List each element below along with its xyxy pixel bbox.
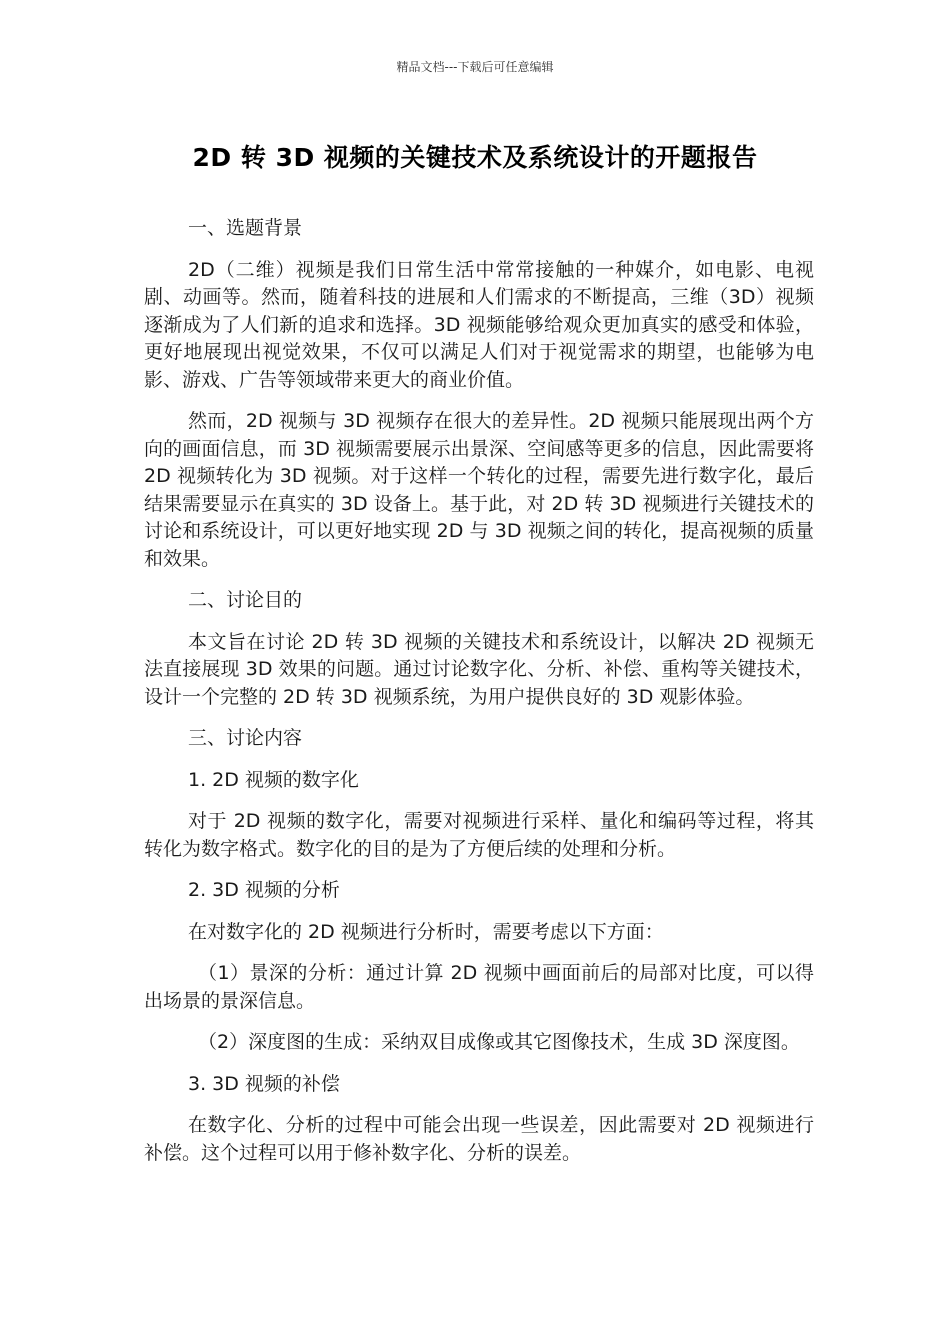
- subheading-digitization: 1. 2D 视频的数字化: [188, 768, 359, 791]
- list-item: （2）深度图的生成：采纳双目成像或其它图像技术，生成 3D 深度图。: [198, 1031, 800, 1053]
- paragraph: 本文旨在讨论 2D 转 3D 视频的关键技术和系统设计，以解决 2D 视频无法直接展现 3D 效果的问题。通过讨论数字化、分析、补偿、重构等关键技术，设计一个完整的 2D 转 3D 视频系统，为用户提供良好的 3D 观影体验。: [144, 630, 814, 708]
- paragraph: 2D（二维）视频是我们日常生活中常常接触的一种媒介，如电影、电视剧、动画等。然而，随着科技的进展和人们需求的不断提高，三维（3D）视频逐渐成为了人们新的追求和选择。3D 视频能够给观众更加真实的感受和体验，更好地展现出视觉效果，不仅可以满足人们对于视觉需求的期望，也能够为电影、游戏、广告等领域带来更大的商业价值。: [144, 258, 814, 391]
- document-body: [144, 215, 814, 1181]
- paragraph: 然而，2D 视频与 3D 视频存在很大的差异性。2D 视频只能展现出两个方向的画面信息，而 3D 视频需要展示出景深、空间感等更多的信息，因此需要将 2D 视频转化为 3D 视频。对于这样一个转化的过程，需要先进行数字化，最后结果需要显示在真实的 3D 设备上。基于此，对 2D 转 3D 视频进行关键技术的讨论和系统设计，可以更好地实现 2D 与 3D 视频之间的转化，提高视频的质量和效果。: [144, 410, 814, 570]
- section-heading-background: 一、选题背景: [188, 217, 303, 239]
- section-heading-purpose: 二、讨论目的: [188, 589, 303, 611]
- subheading-compensation: 3. 3D 视频的补偿: [188, 1072, 340, 1095]
- paragraph: 在对数字化的 2D 视频进行分析时，需要考虑以下方面：: [188, 920, 664, 943]
- document-title: 2D 转 3D 视频的关键技术及系统设计的开题报告: [192, 143, 758, 172]
- section-heading-content: 三、讨论内容: [188, 727, 303, 749]
- paragraph: 在数字化、分析的过程中可能会出现一些误差，因此需要对 2D 视频进行补偿。这个过程可以用于修补数字化、分析的误差。: [144, 1114, 814, 1164]
- header-note: 精品文档---下载后可任意编辑: [396, 60, 554, 74]
- list-item: （1）景深的分析：通过计算 2D 视频中画面前后的局部对比度，可以得出场景的景深信息。: [144, 962, 814, 1012]
- subheading-analysis: 2. 3D 视频的分析: [188, 879, 340, 901]
- paragraph: 对于 2D 视频的数字化，需要对视频进行采样、量化和编码等过程，将其转化为数字格式。数字化的目的是为了方便后续的处理和分析。: [144, 810, 814, 860]
